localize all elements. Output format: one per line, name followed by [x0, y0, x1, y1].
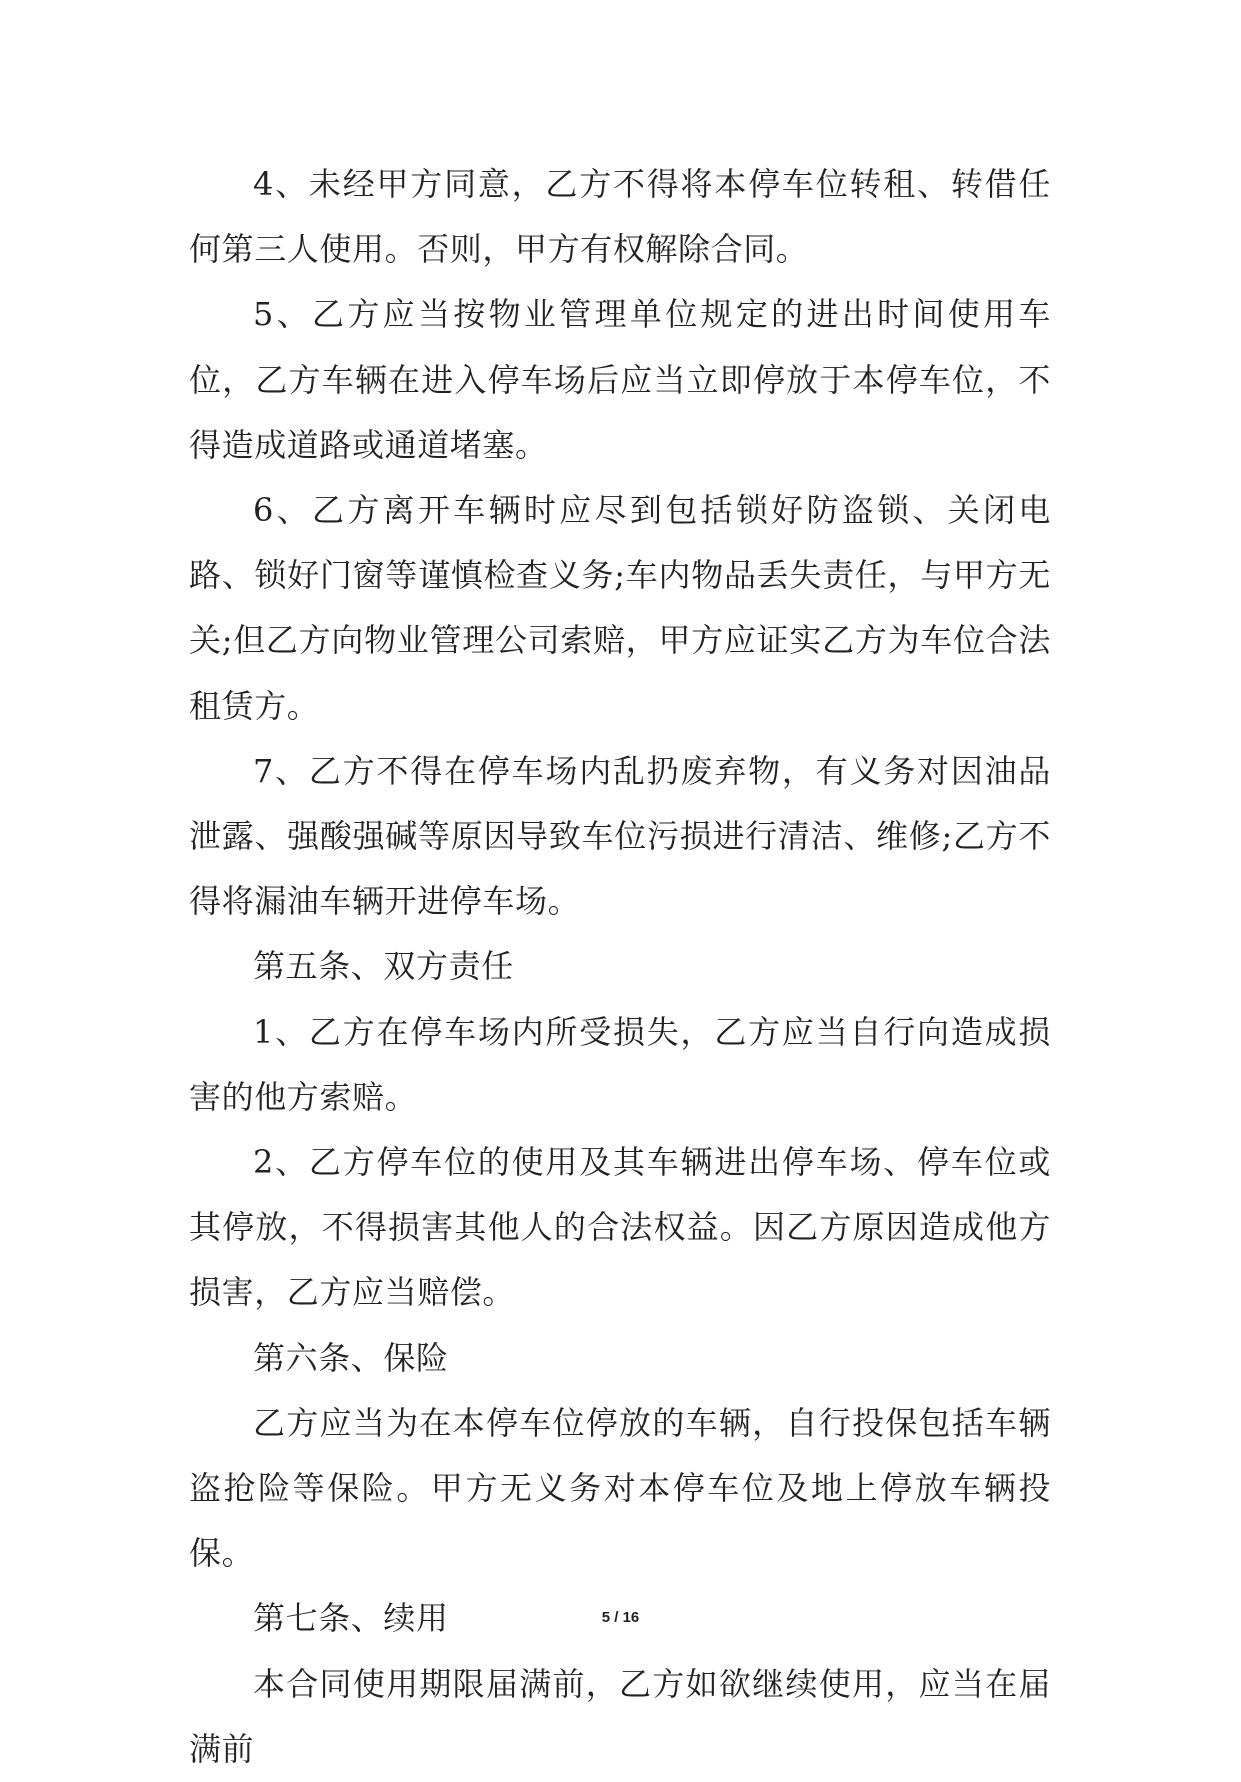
article-5-clause-2-paragraph: 2、乙方停车位的使用及其车辆进出停车场、停车位或其停放，不得损害其他人的合法权益。因乙方原因造成他方损害，乙方应当赔偿。 — [189, 1143, 1051, 1312]
clause-4-paragraph: 4、未经甲方同意，乙方不得将本停车位转租、转借任何第三人使用。否则，甲方有权解除合同。 — [189, 165, 1051, 269]
article-5-clause-1-paragraph: 1、乙方在停车场内所受损失，乙方应当自行向造成损害的他方索赔。 — [189, 1012, 1051, 1116]
article-7-heading: 第七条、续用 — [253, 1599, 449, 1638]
article-5-heading: 第五条、双方责任 — [253, 947, 514, 986]
document-body — [189, 152, 1051, 1782]
clause-6-paragraph: 6、乙方离开车辆时应尽到包括锁好防盗锁、关闭电路、锁好门窗等谨慎检查义务;车内物品丢失责任，与甲方无关;但乙方向物业管理公司索赔，甲方应证实乙方为车位合法租赁方。 — [189, 491, 1051, 725]
page-number: 5 / 16 — [601, 1609, 640, 1626]
article-7-paragraph: 本合同使用期限届满前，乙方如欲继续使用，应当在届满前 — [189, 1664, 1051, 1768]
article-6-paragraph: 乙方应当为在本停车位停放的车辆，自行投保包括车辆盗抢险等保险。甲方无义务对本停车位及地上停放车辆投保。 — [189, 1403, 1051, 1573]
article-6-heading: 第六条、保险 — [253, 1338, 449, 1377]
clause-7-paragraph: 7、乙方不得在停车场内乱扔废弃物，有义务对因油品泄露、强酸强碱等原因导致车位污损进行清洁、维修;乙方不得将漏油车辆开进停车场。 — [189, 751, 1051, 921]
clause-5-paragraph: 5、乙方应当按物业管理单位规定的进出时间使用车位，乙方车辆在进入停车场后应当立即停放于本停车位，不得造成道路或通道堵塞。 — [189, 295, 1051, 464]
